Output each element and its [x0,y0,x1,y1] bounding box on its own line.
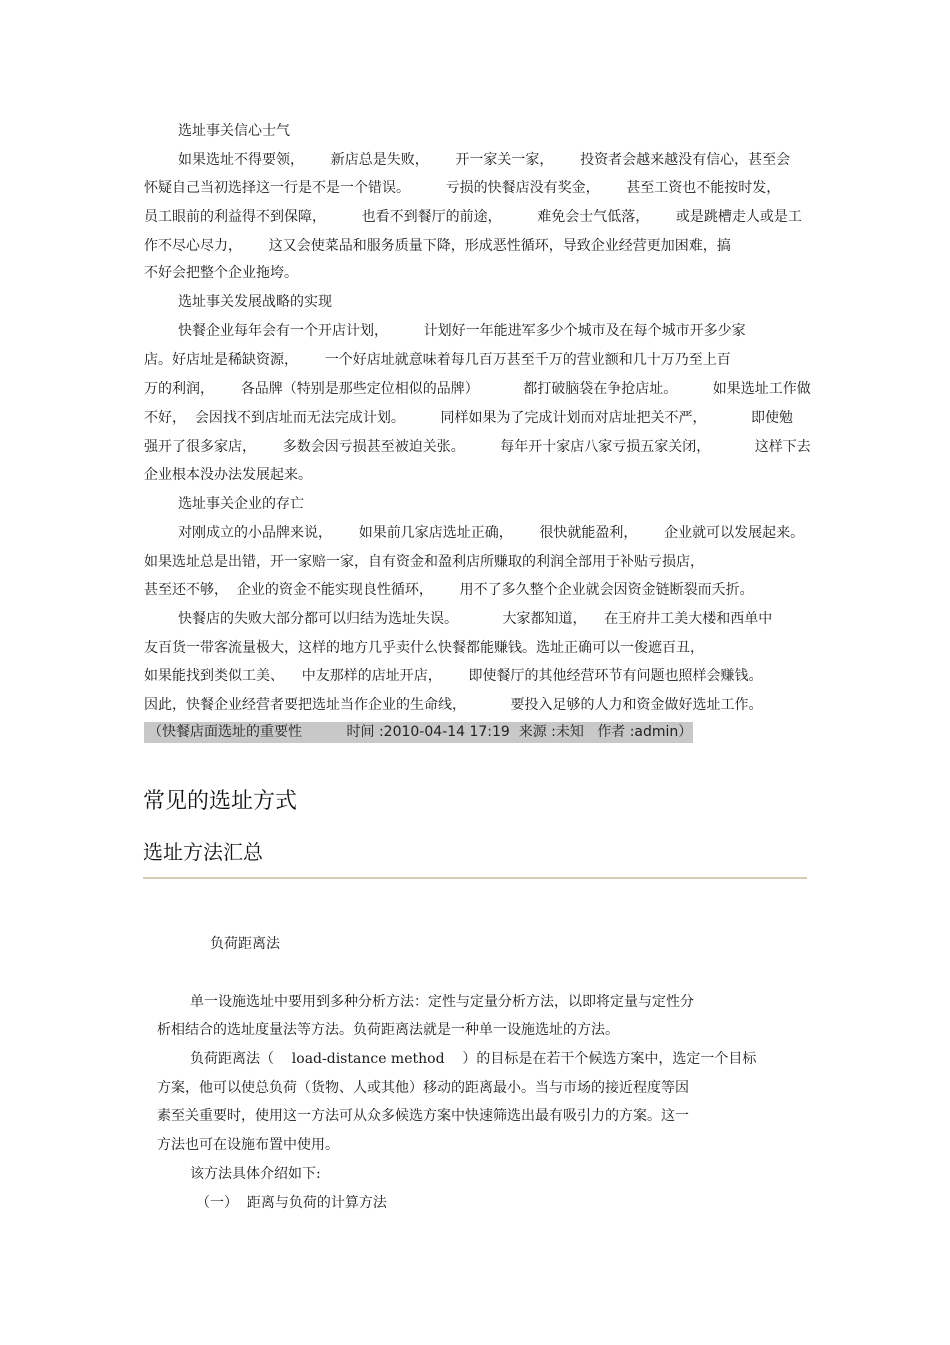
list-item-heading: （一） 距离与负荷的计算方法 [196,1195,387,1211]
paragraph-line: 方案，他可以使总负荷（货物、人或其他）移动的距离最小。当与市场的接近程度等因 [157,1080,689,1096]
paragraph-line: 素至关重要时，使用这一方法可从众多候选方案中快速筛选出最有吸引力的方案。这一 [157,1108,689,1124]
paragraph-line: 不好， 会因找不到店址而无法完成计划。 同样如果为了完成计划而对店址把关不严， 即使勉 [144,410,794,426]
paragraph-line: 如果选址总是出错，开一家赔一家，自有资金和盈利店所赚取的利润全部用于补贴亏损店， [144,554,704,570]
paragraph-line: 怀疑自己当初选择这一行是不是一个错误。 亏损的快餐店没有奖金， 甚至工资也不能按时发， [144,180,781,196]
paragraph-line: 因此，快餐企业经营者要把选址当作企业的生命线， 要投入足够的人力和资金做好选址工作。 [144,697,763,713]
paragraph-line: 如果能找到类似工美、 中友那样的店址开店， 即使餐厅的其他经营环节有问题也照样会赚钱。 [144,668,763,684]
paragraph-line: 强开了很多家店， 多数会因亏损甚至被迫关张。 每年开十家店八家亏损五家关闭， 这样下去 [144,439,811,455]
paragraph-line: 该方法具体介绍如下: [190,1166,321,1182]
paragraph-line: 员工眼前的利益得不到保障， 也看不到餐厅的前途， 难免会士气低落， 或是跳槽走人或是工 [144,209,802,225]
paragraph-line: 作不尽心尽力， 这又会使菜品和服务质量下降，形成恶性循环，导致企业经营更加困难，搞 [144,238,731,254]
section-heading: 常见的选址方式 [143,789,298,814]
paragraph-line: 不好会把整个企业拖垮。 [144,265,298,281]
method-title: 负荷距离法 [210,936,280,952]
paragraph-line: 企业根本没办法发展起来。 [144,467,312,483]
divider [143,877,807,879]
paragraph-line: 万的利润， 各品牌（特别是那些定位相似的品牌） 都打破脑袋在争抢店址。 如果选址工作做 [144,381,811,397]
paragraph-line: 单一设施选址中要用到多种分析方法：定性与定量分析方法，以即将定量与定性分 [190,994,694,1010]
subheading-confidence: 选址事关信心士气 [178,123,290,139]
paragraph-line: 店。好店址是稀缺资源， 一个好店址就意味着每几百万甚至千万的营业额和几十万乃至上百 [144,352,731,368]
paragraph-line: 对刚成立的小品牌来说， 如果前几家店选址正确， 很快就能盈利， 企业就可以发展起来。 [178,525,805,541]
paragraph-line: 负荷距离法（ load-distance method ）的目标是在若干个候选方案中，选定一个目标 [190,1051,757,1067]
paragraph-line: 析相结合的选址度量法等方法。负荷距离法就是一种单一设施选址的方法。 [157,1022,619,1038]
source-meta-bar: （快餐店面选址的重要性 时间 :2010-04-14 17:19 来源 :未知 作者 :admin） [144,722,693,743]
subsection-heading: 选址方法汇总 [143,840,263,864]
paragraph-line: 甚至还不够， 企业的资金不能实现良性循环， 用不了多久整个企业就会因资金链断裂而夭折。 [144,582,754,598]
subheading-strategy: 选址事关发展战略的实现 [178,294,332,310]
paragraph-line: 方法也可在设施布置中使用。 [157,1137,339,1153]
paragraph-line: 快餐企业每年会有一个开店计划， 计划好一年能进军多少个城市及在每个城市开多少家 [178,323,746,339]
paragraph-line: 如果选址不得要领， 新店总是失败， 开一家关一家， 投资者会越来越没有信心，甚至会 [178,152,791,168]
paragraph-line: 友百货一带客流量极大，这样的地方几乎卖什么快餐都能赚钱。选址正确可以一俊遮百丑， [144,640,704,656]
paragraph-line: 快餐店的失败大部分都可以归结为选址失误。 大家都知道， 在王府井工美大楼和西单中 [178,611,773,627]
subheading-survival: 选址事关企业的存亡 [178,496,304,512]
